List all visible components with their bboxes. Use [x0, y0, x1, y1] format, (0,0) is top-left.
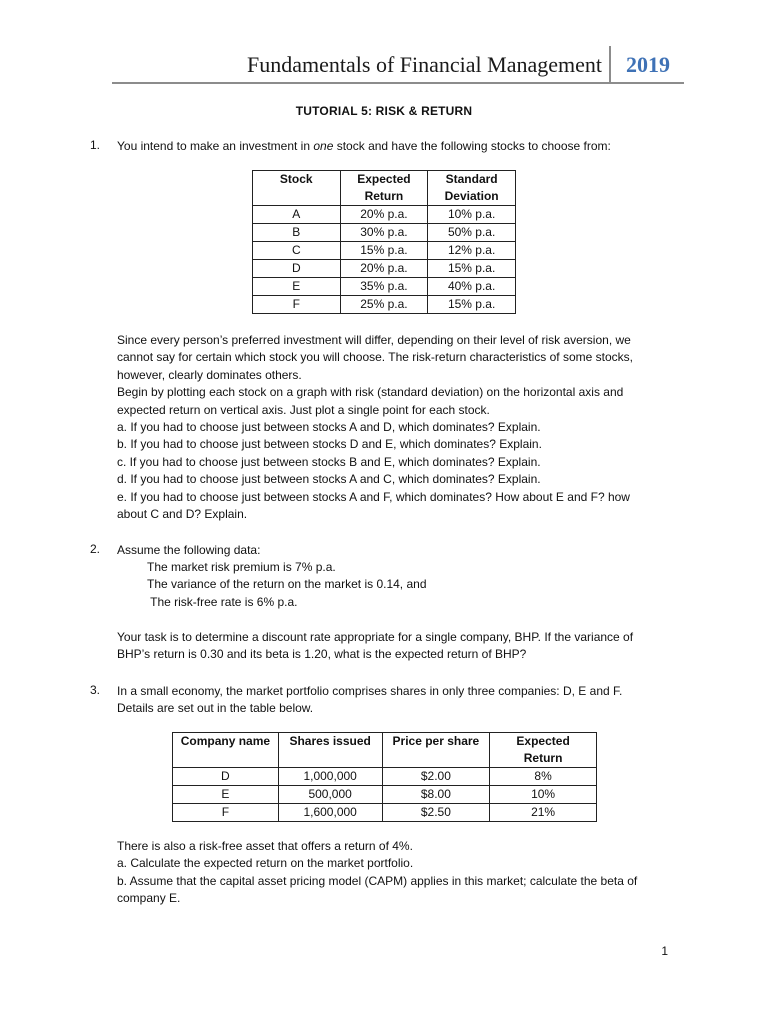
tutorial-title: TUTORIAL 5: RISK & RETURN [295, 104, 473, 118]
table-cell: 20% p.a. [340, 260, 428, 278]
q3-number: 3. [90, 683, 101, 697]
q2-task-line: BHP’s return is 0.30 and its beta is 1.20, what is the expected return of BHP? [117, 647, 527, 662]
table-header-row [253, 171, 516, 206]
table-cell: 500,000 [278, 786, 382, 804]
table-cell: 20% p.a. [340, 206, 428, 224]
q2-number: 2. [90, 542, 101, 556]
header-line: Expected [516, 734, 570, 748]
col-header-stock [253, 171, 341, 206]
col-header-price-per-share [382, 733, 490, 768]
table-cell: 30% p.a. [340, 224, 428, 242]
q1-line: Since every person’s preferred investment will differ, depending on their level of risk aversion, we [117, 333, 631, 347]
q2-task [117, 629, 677, 664]
q2-data-line: The market risk premium is 7% p.a. [147, 560, 336, 574]
q1-question-b: b. If you had to choose just between stocks D and E, which dominates? Explain. [117, 437, 542, 452]
q2-data-line: The risk-free rate is 6% p.a. [147, 594, 298, 609]
table-cell: E [253, 278, 341, 296]
table-cell: D [253, 260, 341, 278]
col-header-standard-deviation [428, 171, 516, 206]
q1-question-a: a. If you had to choose just between stocks A and D, which dominates? Explain. [117, 420, 541, 435]
q1-line: cannot say for certain which stock you will choose. The risk-return characteristics of some stocks, [117, 350, 633, 365]
table-cell: 15% p.a. [428, 296, 516, 314]
table-cell: 50% p.a. [428, 224, 516, 242]
header-line: Standard [445, 172, 498, 186]
header-line: Shares issued [289, 734, 371, 748]
q3-question-b: b. Assume that the capital asset pricing model (CAPM) applies in this market; calculate the beta of [117, 873, 638, 888]
table-cell: 10% [490, 786, 597, 804]
table-cell: D [173, 768, 279, 786]
q2-data [147, 559, 707, 611]
q1-question-d: d. If you had to choose just between stocks A and C, which dominates? Explain. [117, 472, 541, 487]
table-cell: 8% [490, 768, 597, 786]
q2-intro: Assume the following data: [117, 543, 261, 557]
col-header-expected-return [490, 733, 597, 768]
table-row [173, 804, 597, 822]
q1-question-e: e. If you had to choose just between stocks A and F, which dominates? How about E and F? how [117, 489, 630, 504]
header-line: Return [364, 189, 404, 203]
table-cell: F [173, 804, 279, 822]
table-cell: 25% p.a. [340, 296, 428, 314]
q3-body [117, 838, 677, 908]
page-header [112, 46, 684, 84]
table-cell: 1,000,000 [278, 768, 382, 786]
table-cell: 12% p.a. [428, 242, 516, 260]
table-cell: F [253, 296, 341, 314]
table-row [173, 786, 597, 804]
q1-line: expected return on vertical axis. Just plot a single point for each stock. [117, 402, 490, 417]
header-year: 2019 [626, 52, 670, 77]
table-row [253, 206, 516, 224]
q3-intro-line: Details are set out in the table below. [117, 701, 314, 716]
table-cell: 21% [490, 804, 597, 822]
q1-intro-text-end: stock and have the following stocks to choose from: [333, 139, 611, 153]
header-divider [609, 46, 611, 82]
page-number: 1 [661, 944, 668, 958]
col-header-expected-return [340, 171, 428, 206]
table-row [253, 224, 516, 242]
table-cell: A [253, 206, 341, 224]
header-line: Expected [357, 172, 411, 186]
q2-task-line: Your task is to determine a discount rate appropriate for a single company, BHP. If the variance of [117, 630, 634, 644]
q1-line: Begin by plotting each stock on a graph with risk (standard deviation) on the horizontal axis and [117, 385, 624, 400]
q1-line: however, clearly dominates others. [117, 367, 302, 382]
q3-question-a: a. Calculate the expected return on the market portfolio. [117, 856, 414, 871]
header-line: Deviation [444, 189, 499, 203]
table-cell: B [253, 224, 341, 242]
table-cell: 35% p.a. [340, 278, 428, 296]
table-cell: 15% p.a. [340, 242, 428, 260]
table-row [253, 242, 516, 260]
table-row [253, 278, 516, 296]
table-cell: C [253, 242, 341, 260]
q1-intro-text: You intend to make an investment in [117, 139, 314, 153]
stock-table [252, 170, 516, 314]
col-header-company-name [173, 733, 279, 768]
company-table [172, 732, 597, 822]
q2-data-line: The variance of the return on the market is 0.14, and [147, 577, 427, 592]
q1-intro-emphasis: one [313, 139, 334, 153]
col-header-shares-issued [278, 733, 382, 768]
q1-question-e-cont: about C and D? Explain. [117, 507, 248, 522]
table-row [253, 296, 516, 314]
q1-number: 1. [90, 138, 101, 152]
q3-intro [117, 683, 677, 718]
q1-question-c: c. If you had to choose just between stocks B and E, which dominates? Explain. [117, 454, 541, 469]
header-title: Fundamentals of Financial Management [247, 52, 602, 77]
table-cell: $2.50 [382, 804, 490, 822]
header-line: Price per share [392, 734, 480, 748]
header-line: Stock [279, 172, 313, 186]
header-line: Company name [180, 734, 271, 748]
table-cell: 10% p.a. [428, 206, 516, 224]
table-cell: 15% p.a. [428, 260, 516, 278]
q3-question-b-cont: company E. [117, 891, 181, 906]
table-row [253, 260, 516, 278]
table-cell: $8.00 [382, 786, 490, 804]
table-row [173, 768, 597, 786]
table-header-row [173, 733, 597, 768]
header-line: Return [523, 751, 563, 765]
q3-intro-line: In a small economy, the market portfolio comprises shares in only three companies: D, E and F. [117, 684, 623, 698]
q1-intro [117, 138, 677, 155]
table-cell: 1,600,000 [278, 804, 382, 822]
table-cell: E [173, 786, 279, 804]
q3-line: There is also a risk-free asset that offers a return of 4%. [117, 839, 413, 853]
q1-body [117, 332, 677, 523]
table-cell: 40% p.a. [428, 278, 516, 296]
table-cell: $2.00 [382, 768, 490, 786]
